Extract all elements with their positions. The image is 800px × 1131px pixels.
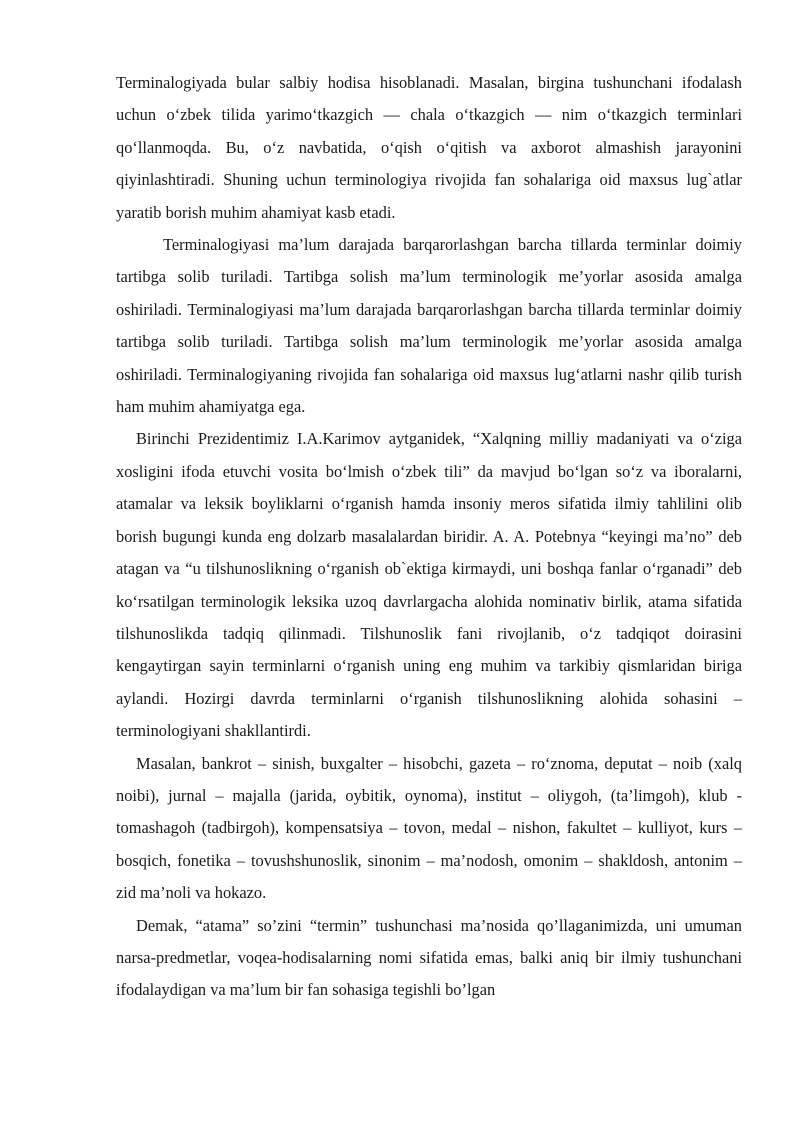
paragraph-3: Birinchi Prezidentimiz I.A.Karimov aytganidek, “Xalqning milliy madaniyati va o‘ziga xosligini ifoda etuvchi vosita bo‘lmish o‘zbek tili” da mavjud bo‘lgan so‘z va iboralarni, atamalar va leksik boyliklarni o‘rganish hamda insoniy meros sifatida ilmiy tahlilini olib borish bugungi kunda eng dolzarb masalalardan biridir. A. A. Potebnya “keyingi ma’no” deb atagan va “u tilshunoslikning o‘rganish ob`ektiga kirmaydi, uni boshqa fanlar o‘rganadi” deb ko‘rsatilgan terminologik leksika uzoq davrlargacha alohida nominativ birlik, atama sifatida tilshunoslikda tadqiq qilinmadi. Tilshunoslik fani rivojlanib, o‘z tadqiqot doirasini kengaytirgan sayin terminlarni o‘rganish uning eng muhim va tarkibiy qismlaridan biriga aylandi. Hozirgi davrda terminlarni o‘rganish tilshunoslikning alohida sohasini – terminologiyani shakllantirdi. [116, 429, 742, 741]
paragraph-1: Terminalogiyada bular salbiy hodisa hisoblanadi. Masalan, birgina tushunchani ifodalash uchun o‘zbek tilida yarimo‘tkazgich — chala o‘tkazgich — nim o‘tkazgich terminlari qo‘llanmoqda. Bu, o‘z navbatida, o‘qish o‘qitish va axborot almashish jarayonini qiyinlashtiradi. Shuning uchun terminologiya rivojida fan sohalariga oid maxsus lug`atlar yaratib borish muhim ahamiyat kasb etadi. [116, 73, 742, 222]
paragraph-2: Terminalogiyasi ma’lum darajada barqarorlashgan barcha tillarda terminlar doimiy tartibga solib turiladi. Tartibga solish ma’lum terminologik me’yorlar asosida amalga oshiriladi. Terminalogiyasi ma’lum darajada barqarorlashgan barcha tillarda terminlar doimiy tartibga solib turiladi. Tartibga solish ma’lum terminologik me’yorlar asosida amalga oshiriladi. Terminalogiyaning rivojida fan sohalariga oid maxsus lug‘atlarni nashr qilib turish ham muhim ahamiyatga ega. [116, 235, 742, 417]
paragraph-4: Masalan, bankrot – sinish, buxgalter – hisobchi, gazeta – ro‘znoma, deputat – noib (xalq noibi), jurnal – majalla (jarida, oybitik, oynoma), institut – oliygoh, (ta’limgoh), klub - tomashagoh (tadbirgoh), kompensatsiya – tovon, medal – nishon, fakultet – kulliyot, kurs – bosqich, fonetika – tovushshunoslik, sinonim – ma’nodosh, omonim – shakldosh, antonim – zid ma’noli va hokazo. [116, 753, 742, 903]
paragraph-5: Demak, “atama” so’zini “termin” tushunchasi ma’nosida qo’llaganimizda, uni umuman narsa-predmetlar, voqea-hodisalarning nomi sifatida emas, balki aniq bir ilmiy tushunchani ifodalaydigan va ma’lum bir fan sohasiga tegishli bo’lgan [116, 915, 742, 1000]
